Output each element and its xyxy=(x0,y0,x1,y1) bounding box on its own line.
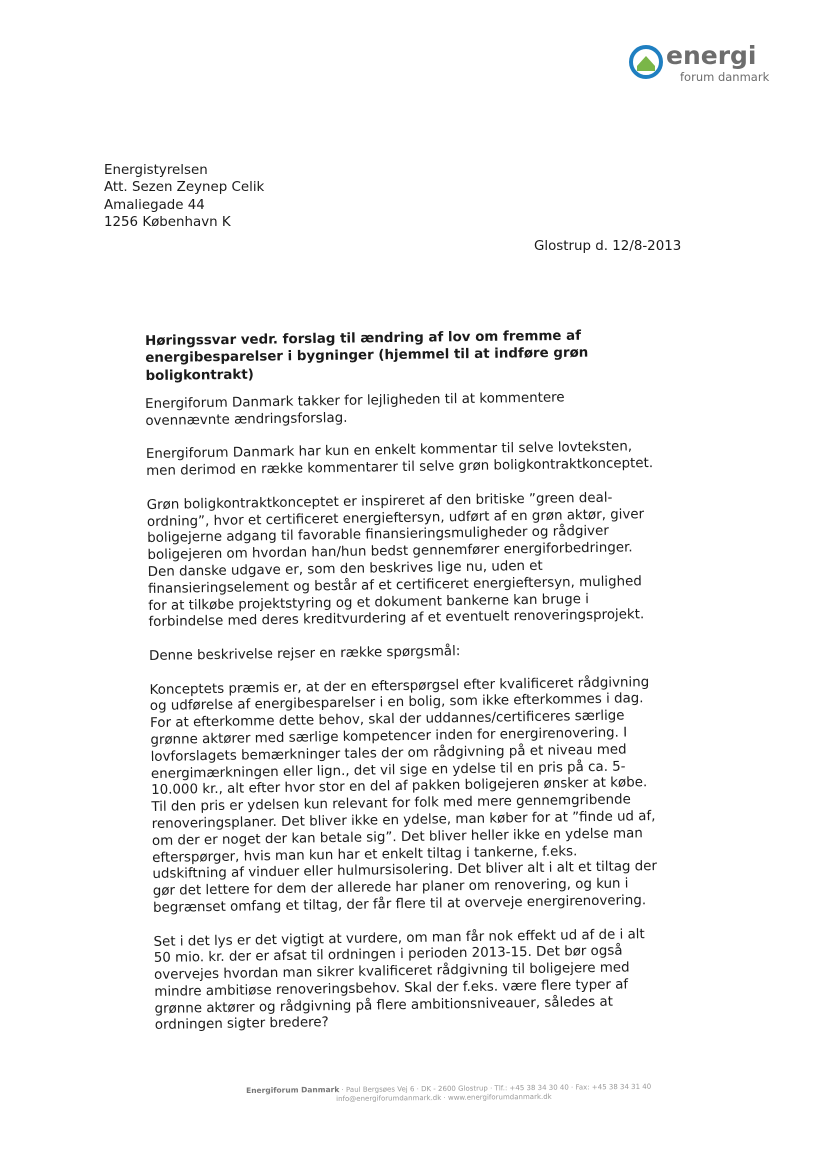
body-line: Set i det lys er det vigtigt at vurdere, om man får nok effekt ud af de i alt xyxy=(153,926,645,950)
body-line: og udførelse af energibesparelser i en bolig, som ikke efterkommes i dag. xyxy=(149,691,644,715)
letter-footer: Energiforum Danmark · Paul Bergsøes Vej 6 · DK - 2600 Glostrup · Tlf.: +45 38 34 30 40 · Fax: +45 38 34 31 40 info@energiforumdanmark.dk · www.energiforumdanmark.dk xyxy=(246,1082,652,1104)
paragraph xyxy=(146,439,686,481)
body-line: renoveringsplaner. Det bliver ikke en ydelse, man køber for at ”finde ud af, xyxy=(151,808,656,832)
body-line: Konceptets præmis er, at der en efterspørgsel efter kvalificeret rådgivning xyxy=(149,674,650,698)
address-line: 1256 København K xyxy=(104,214,231,230)
body-line: men derimod en række kommentarer til selve grøn boligkontraktkonceptet. xyxy=(146,456,654,480)
body-line: overvejes hvordan man sikrer kvalificeret rådgivning til boligejere med xyxy=(153,960,630,984)
body-line: ordningen sigter bredere? xyxy=(154,1015,329,1034)
paragraph xyxy=(149,640,689,665)
body-line: gør det lettere for dem der allerede har planer om renovering, og kun i xyxy=(152,876,629,900)
paragraph xyxy=(147,489,689,632)
body-line: for at tilkøbe projektstyring og et dokument bankerne kan bruge i xyxy=(148,591,589,614)
subject-line: energibesparelser i bygninger (hjemmel til at indføre grøn xyxy=(145,345,589,367)
body-line: mindre ambitiøse renoveringsbehov. Skal der f.eks. være flere typer af xyxy=(154,977,629,1000)
letter-body xyxy=(145,389,695,1052)
body-line: 50 mio. kr. der er afsat til ordningen i perioden 2013-15. Det bør også xyxy=(153,943,623,967)
body-line: ovennævnte ændringsforslag. xyxy=(145,410,348,429)
body-line: lovforslagets bemærkninger tales der om rådgivning på et niveau med xyxy=(150,742,627,765)
logo-word: energi xyxy=(666,41,757,70)
body-line: Denne beskrivelse rejser en række spørgsmål: xyxy=(148,644,461,664)
body-line: Energiforum Danmark har kun en enkelt kommentar til selve lovteksten, xyxy=(145,439,633,463)
subject-line: boligkontrakt) xyxy=(145,367,254,384)
body-line: om der er noget der kan betale sig”. Det bliver heller ikke en ydelse man xyxy=(151,825,643,849)
body-line: Grøn boligkontraktkonceptet er inspireret af den britiske ”green deal- xyxy=(146,490,613,513)
logo-ring-icon xyxy=(628,44,664,80)
energiforum-logo xyxy=(628,42,778,92)
body-line: udskiftning af vinduer eller hulmursisolering. Det bliver alt i alt et tiltag der xyxy=(152,859,658,883)
body-line: boligejerne adgang til favorable finansieringsmuligheder og rådgiver xyxy=(147,524,609,547)
paragraph xyxy=(145,389,685,431)
body-line: boligejeren om hvordan han/hun bedst gennemfører energiforbedringer. xyxy=(147,540,633,564)
letter-subject xyxy=(145,327,616,385)
body-line: 10.000 kr., alt efter hvor stor en del af pakken boligejeren ønsker at købe. xyxy=(151,775,648,799)
letter-date: Glostrup d. 12/8-2013 xyxy=(534,239,682,254)
body-line: begrænset omfang et tiltag, der får flere til at overveje energirenovering. xyxy=(152,893,647,916)
address-line: Amaliegade 44 xyxy=(104,197,205,213)
body-line: grønne aktører med særlige kompetencer inden for energirenovering. I xyxy=(150,725,628,748)
body-line: Den danske udgave er, som den beskrives lige nu, uden et xyxy=(147,558,543,580)
footer-contact: info@energiforumdanmark.dk · www.energiforumdanmark.dk xyxy=(336,1092,552,1104)
paragraph xyxy=(153,926,695,1035)
address-line: Att. Sezen Zeynep Celik xyxy=(104,180,265,196)
footer-org: Energiforum Danmark xyxy=(246,1085,340,1095)
body-line: energimærkningen eller lign., det vil sige en ydelse til en pris på ca. 5- xyxy=(150,759,626,782)
body-line: finansieringselement og består af et certificeret energieftersyn, mulighed xyxy=(147,573,642,597)
address-line: Energistyrelsen xyxy=(104,163,208,178)
body-line: forbindelse med deres kreditvurdering af et eventuelt renoveringsprojekt. xyxy=(148,607,645,631)
recipient-address xyxy=(104,162,264,231)
body-line: Energiforum Danmark takker for lejligheden til at kommentere xyxy=(145,390,565,412)
body-line: ordning”, hvor et certificeret energieftersyn, udført af en grøn aktør, giver xyxy=(146,506,645,530)
logo-subtitle: forum danmark xyxy=(680,70,770,84)
body-line: grønne aktører og rådgivning på flere ambitionsniveauer, således at xyxy=(154,994,614,1017)
body-line: Til den pris er ydelsen kun relevant for folk med mere gennemgribende xyxy=(151,792,631,816)
body-line: For at efterkomme dette behov, skal der uddannes/certificeres særlige xyxy=(150,708,625,732)
subject-line: Høringssvar vedr. forslag til ændring af lov om fremme af xyxy=(145,328,582,349)
paragraph xyxy=(149,674,693,918)
footer-address: Paul Bergsøes Vej 6 · DK - 2600 Glostrup · Tlf.: +45 38 34 30 40 · Fax: +45 38 34 31 40 xyxy=(345,1082,652,1094)
body-line: efterspørger, hvis man kun har et enkelt tiltag i tankerne, f.eks. xyxy=(152,843,578,866)
